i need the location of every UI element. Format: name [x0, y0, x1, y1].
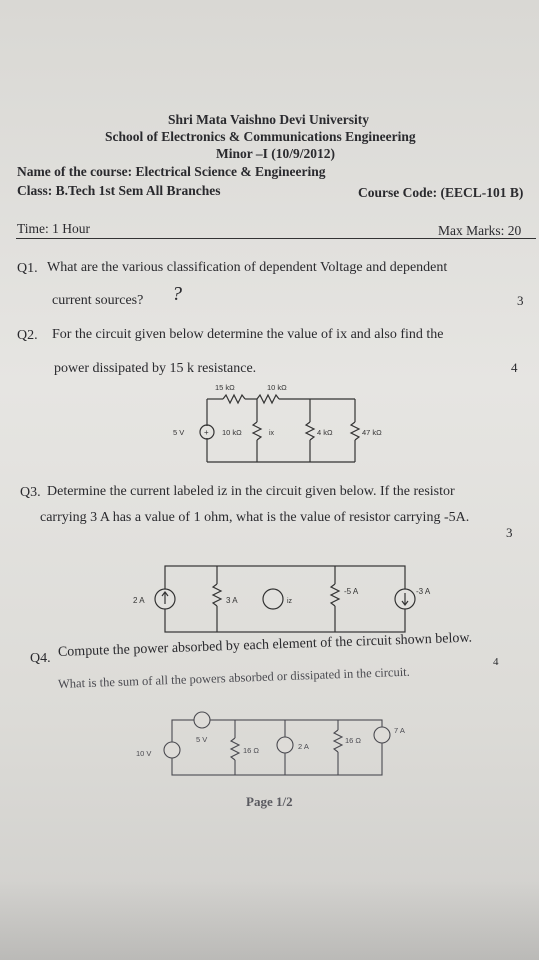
- paper-shadow: [0, 880, 539, 960]
- q3-label-iz: iz: [287, 598, 293, 605]
- exam-title: Minor –I (10/9/2012): [216, 146, 335, 161]
- q2-resistor-15k-symbol: [223, 395, 245, 403]
- q4-current-source-mid-symbol: [277, 737, 293, 753]
- q4-label-r-1: 16 Ω: [243, 746, 260, 755]
- q4-voltage-source-left-symbol: [164, 742, 180, 758]
- q4-label-source-right: 7 A: [394, 726, 405, 735]
- q4-text-line1: Compute the power absorbed by each element of the circuit shown below.: [57, 630, 473, 660]
- q3-current-source-iz-symbol: [263, 589, 283, 609]
- q4-label-source-top: 5 V: [196, 735, 208, 744]
- university-name: Shri Mata Vaishno Devi University: [168, 112, 370, 127]
- q4-text-line2: What is the sum of all the powers absorbed or dissipated in the circuit.: [57, 664, 411, 691]
- q2-source-plus: +: [204, 428, 209, 437]
- q2-label-r-series-2: 10 kΩ: [267, 383, 287, 392]
- q4-circuit-diagram: [130, 700, 420, 785]
- q3-marks: 3: [506, 525, 513, 540]
- q3-label-branch-1: 3 A: [226, 596, 238, 605]
- q2-label-r-series-1: 15 kΩ: [215, 383, 235, 392]
- course-name: Name of the course: Electrical Science & Engineering: [17, 164, 326, 179]
- q4-label-source-mid: 2 A: [298, 742, 309, 751]
- q2-label-r-shunt-2: 4 kΩ: [317, 428, 333, 437]
- q3-label-source-2: -3 A: [416, 587, 431, 596]
- q3-label-branch-2: -5 A: [344, 587, 359, 596]
- q4-label-r-2: 16 Ω: [345, 736, 362, 745]
- q2-text-line2: power dissipated by 15 k resistance.: [54, 361, 257, 376]
- q2-marks: 4: [511, 360, 518, 375]
- q3-text-line1: Determine the current labeled iz in the circuit given below. If the resistor: [47, 484, 455, 499]
- q1-text-line1: What are the various classification of dependent Voltage and dependent: [47, 260, 448, 275]
- q4-number: Q4.: [30, 651, 51, 666]
- course-code: Course Code: (EECL-101 B): [358, 185, 524, 200]
- q4-resistor-1-symbol: [231, 738, 239, 760]
- school-name: School of Electronics & Communications Engineering: [105, 129, 416, 144]
- q2-label-ix: ix: [269, 430, 275, 437]
- q3-resistor-minus5a-symbol: [331, 584, 339, 606]
- q2-label-r-shunt-1: 10 kΩ: [222, 428, 242, 437]
- q2-circuit-diagram: [165, 382, 385, 467]
- q3-circuit-diagram: [120, 558, 440, 640]
- q1-number: Q1.: [17, 261, 38, 276]
- q3-label-source-1: 2 A: [133, 596, 145, 605]
- q1-handwritten-mark: ?: [172, 283, 182, 305]
- q4-current-source-right-symbol: [374, 727, 390, 743]
- max-marks-label: Max Marks: 20: [438, 223, 522, 238]
- q3-text-line2: carrying 3 A has a value of 1 ohm, what is the value of resistor carrying -5A.: [40, 510, 470, 525]
- q3-resistor-3a-symbol: [213, 584, 221, 606]
- q1-marks: 3: [517, 293, 524, 308]
- q3-number: Q3.: [20, 485, 41, 500]
- q2-number: Q2.: [17, 328, 38, 343]
- q4-label-source-left: 10 V: [136, 749, 152, 758]
- q2-text-line1: For the circuit given below determine the value of ix and also find the: [52, 327, 444, 342]
- class-info: Class: B.Tech 1st Sem All Branches: [17, 183, 221, 198]
- q2-resistor-47k-symbol: [351, 422, 359, 440]
- q2-resistor-10k-series-symbol: [257, 395, 279, 403]
- q2-resistor-4k-symbol: [306, 422, 314, 440]
- q2-label-source: 5 V: [173, 428, 185, 437]
- q4-voltage-source-top-symbol: [194, 712, 210, 728]
- q4-resistor-2-symbol: [334, 730, 342, 752]
- q2-resistor-10k-shunt-symbol: [253, 422, 261, 440]
- q2-label-r-shunt-3: 47 kΩ: [362, 428, 382, 437]
- header-divider: [16, 238, 536, 239]
- q4-marks: 4: [493, 656, 499, 668]
- time-label: Time: 1 Hour: [17, 221, 91, 236]
- page-number: Page 1/2: [246, 794, 293, 809]
- q1-text-line2: current sources?: [52, 293, 144, 308]
